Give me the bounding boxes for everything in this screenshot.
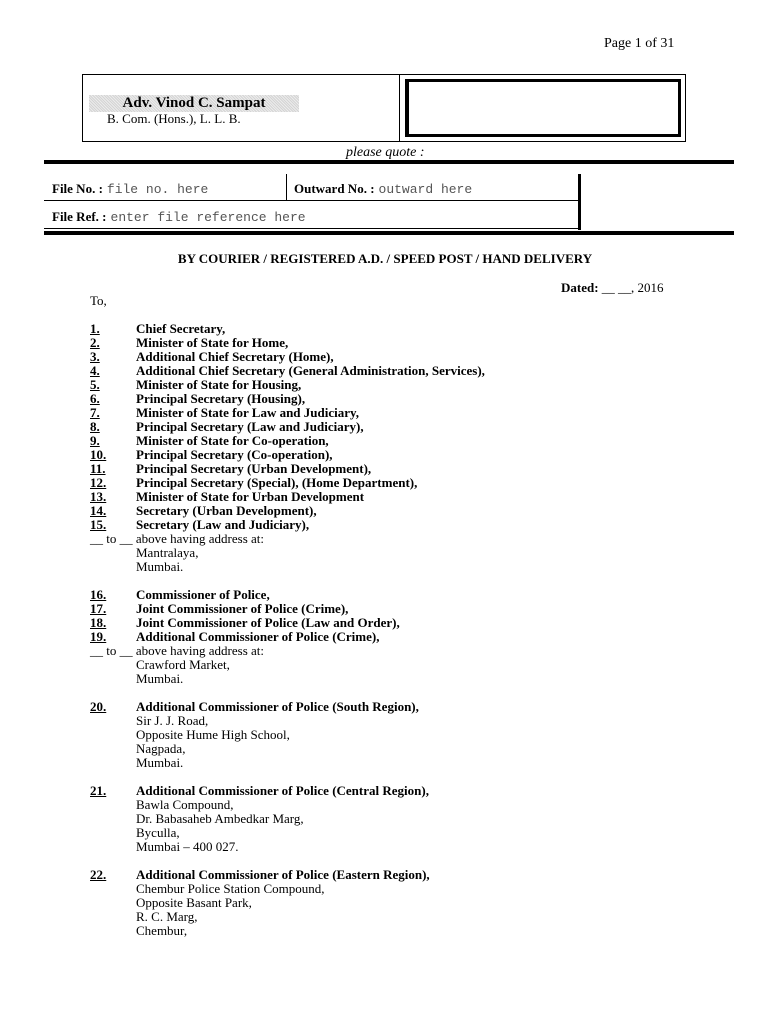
recipient-item — [90, 420, 364, 434]
top-rule — [44, 160, 734, 164]
bottom-rule — [44, 231, 734, 235]
address-line: Byculla, — [136, 825, 180, 840]
advocate-name: Adv. Vinod C. Sampat — [89, 95, 299, 112]
item-number: 9. — [90, 433, 100, 448]
recipient-item — [90, 364, 485, 378]
recipient-item — [90, 518, 309, 532]
item-number: 16. — [90, 587, 107, 602]
recipient-item — [90, 392, 305, 406]
dated-label: Dated: — [561, 280, 599, 295]
recipient-item — [90, 616, 400, 630]
item-number: 22. — [90, 867, 107, 882]
recipient-item — [90, 504, 317, 518]
letterhead-left-panel — [83, 75, 400, 141]
address-line: Chembur Police Station Compound, — [136, 881, 325, 896]
address-line: Crawford Market, — [136, 657, 230, 672]
item-text: Additional Commissioner of Police (Eastern Region), — [136, 867, 430, 882]
item-text: Secretary (Urban Development), — [136, 503, 317, 518]
item-number: 6. — [90, 391, 100, 406]
item-number: 12. — [90, 475, 107, 490]
item-text: Additional Commissioner of Police (Crime), — [136, 629, 380, 644]
recipient-item — [90, 602, 348, 616]
item-text: Joint Commissioner of Police (Crime), — [136, 601, 349, 616]
recipient-item — [90, 406, 359, 420]
item-text: Minister of State for Co-operation, — [136, 433, 329, 448]
item-text: Secretary (Law and Judiciary), — [136, 517, 310, 532]
item-text: Minister of State for Law and Judiciary, — [136, 405, 360, 420]
file-ref-field[interactable] — [52, 208, 306, 226]
item-number: 11. — [90, 461, 106, 476]
item-number: 7. — [90, 405, 100, 420]
address-range-note: __ to __ above having address at: — [90, 643, 265, 658]
item-number: 5. — [90, 377, 100, 392]
item-number: 2. — [90, 335, 100, 350]
please-quote-label: please quote : — [346, 145, 425, 160]
file-no-label: File No. : — [52, 181, 103, 196]
address-line: Bawla Compound, — [136, 797, 234, 812]
outward-no-field[interactable] — [294, 180, 472, 198]
address-line: Mumbai. — [136, 671, 184, 686]
address-line: Mumbai. — [136, 559, 184, 574]
letterhead-right-panel — [405, 79, 681, 137]
item-number: 18. — [90, 615, 107, 630]
file-no-field[interactable] — [52, 180, 208, 198]
address-line: Mumbai. — [136, 755, 184, 770]
item-text: Principal Secretary (Law and Judiciary), — [136, 419, 364, 434]
file-no-input[interactable]: file no. here — [106, 182, 209, 197]
recipient-item — [90, 868, 430, 882]
recipient-item — [90, 350, 334, 364]
item-number: 19. — [90, 629, 107, 644]
item-text: Principal Secretary (Urban Development), — [136, 461, 372, 476]
letterhead-box — [82, 74, 686, 142]
recipient-item — [90, 434, 329, 448]
address-line: R. C. Marg, — [136, 909, 198, 924]
recipient-item — [90, 448, 333, 462]
item-text: Minister of State for Home, — [136, 335, 289, 350]
file-ref-input[interactable]: enter file reference here — [110, 210, 306, 225]
delivery-mode: BY COURIER / REGISTERED A.D. / SPEED POST / HAND DELIVERY — [177, 251, 593, 266]
item-text: Principal Secretary (Housing), — [136, 391, 306, 406]
middle-rule — [44, 200, 580, 201]
item-text: Minister of State for Housing, — [136, 377, 302, 392]
item-number: 1. — [90, 321, 100, 336]
address-line: Mumbai – 400 027. — [136, 839, 239, 854]
item-number: 3. — [90, 349, 100, 364]
item-number: 20. — [90, 699, 107, 714]
address-line: Mantralaya, — [136, 545, 199, 560]
item-number: 21. — [90, 783, 107, 798]
lower-rule — [44, 228, 580, 229]
outward-no-label: Outward No. : — [294, 181, 375, 196]
recipient-item — [90, 490, 364, 504]
field-right-border — [578, 174, 581, 230]
item-number: 4. — [90, 363, 100, 378]
recipient-item — [90, 476, 417, 490]
item-text: Principal Secretary (Special), (Home Department), — [136, 475, 418, 490]
address-line: Chembur, — [136, 923, 188, 938]
dated-value: __ __, 2016 — [601, 280, 664, 295]
item-text: Chief Secretary, — [136, 321, 226, 336]
salutation-to: To, — [90, 293, 107, 308]
item-number: 10. — [90, 447, 107, 462]
address-line: Nagpada, — [136, 741, 186, 756]
item-text: Additional Chief Secretary (Home), — [136, 349, 334, 364]
recipient-item — [90, 784, 429, 798]
address-line: Opposite Basant Park, — [136, 895, 252, 910]
item-number: 17. — [90, 601, 107, 616]
item-text: Additional Commissioner of Police (Central Region), — [136, 783, 429, 798]
recipient-item — [90, 700, 419, 714]
item-text: Minister of State for Urban Development — [136, 489, 365, 504]
item-number: 8. — [90, 419, 100, 434]
item-text: Additional Commissioner of Police (South Region), — [136, 699, 419, 714]
item-text: Joint Commissioner of Police (Law and Order), — [136, 615, 400, 630]
item-text: Additional Chief Secretary (General Administration, Services), — [136, 363, 485, 378]
dated-line — [561, 280, 664, 296]
recipient-item — [90, 588, 270, 602]
recipient-item — [90, 322, 225, 336]
address-line: Sir J. J. Road, — [136, 713, 209, 728]
recipient-item — [90, 462, 371, 476]
address-line: Opposite Hume High School, — [136, 727, 290, 742]
item-text: Commissioner of Police, — [136, 587, 270, 602]
item-text: Principal Secretary (Co-operation), — [136, 447, 333, 462]
address-range-note: __ to __ above having address at: — [90, 531, 265, 546]
item-number: 14. — [90, 503, 107, 518]
file-ref-label: File Ref. : — [52, 209, 107, 224]
recipient-item — [90, 336, 288, 350]
item-number: 13. — [90, 489, 107, 504]
outward-no-input[interactable]: outward here — [378, 182, 473, 197]
recipient-item — [90, 378, 301, 392]
item-number: 15. — [90, 517, 107, 532]
field-divider — [286, 174, 287, 200]
recipient-item — [90, 630, 379, 644]
address-line: Dr. Babasaheb Ambedkar Marg, — [136, 811, 304, 826]
advocate-degree: B. Com. (Hons.), L. L. B. — [107, 111, 241, 126]
page-number: Page 1 of 31 — [604, 36, 675, 51]
